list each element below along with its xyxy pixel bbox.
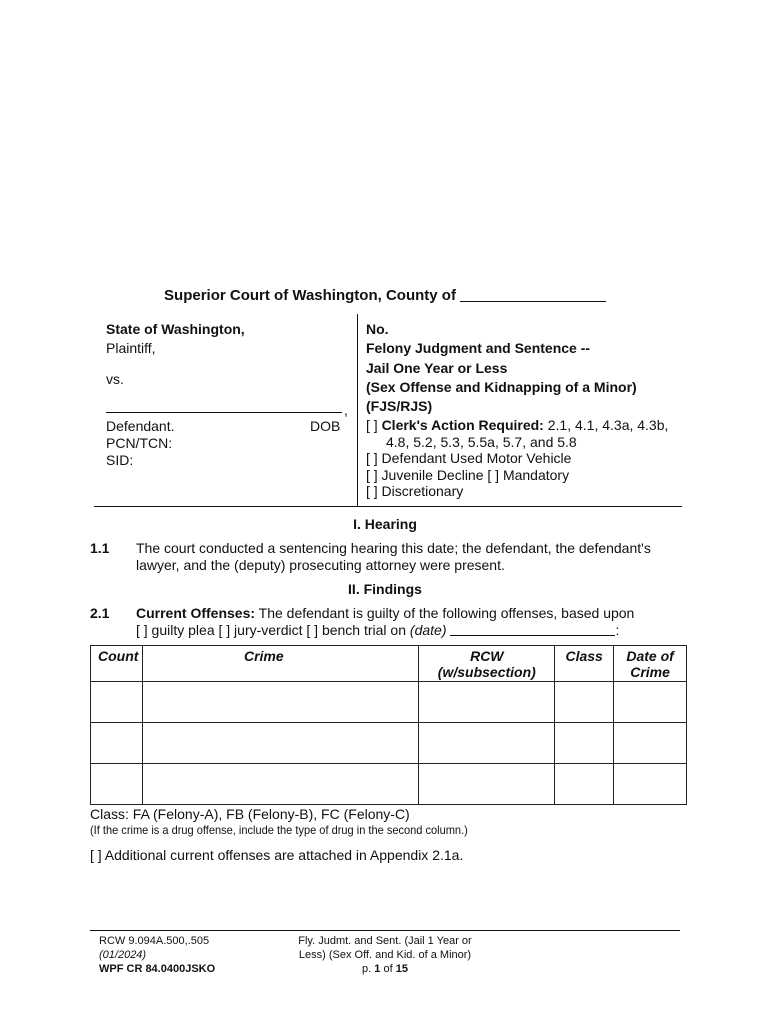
court-title: [0, 287, 770, 304]
table-row: [91, 682, 687, 723]
clerk-action-sections-2: 4.8, 5.2, 5.3, 5.5a, 5.7, and 5.8: [386, 433, 577, 450]
verdict-options[interactable]: [ ] guilty plea [ ] jury-verdict [ ] bench trial on: [136, 621, 407, 638]
doc-title-line-4: (FJS/RJS): [366, 398, 433, 415]
footer-title-1: Fly. Judmt. and Sent. (Jail 1 Year or: [298, 935, 472, 947]
versus: vs.: [106, 371, 124, 387]
footer-left: [99, 934, 215, 976]
header-rcw: RCW (w/subsection): [419, 646, 555, 682]
plaintiff-name: State of Washington,: [106, 321, 245, 337]
footer-center: [280, 934, 490, 976]
class-legend: Class: FA (Felony-A), FB (Felony-B), FC (Felony-C): [90, 806, 410, 822]
sid-label: SID:: [106, 452, 134, 468]
option-discretionary[interactable]: [ ] Discretionary: [366, 483, 464, 500]
cell-date[interactable]: [614, 723, 687, 764]
date-blank-line[interactable]: [450, 623, 615, 636]
current-offenses-label: Current Offenses:: [136, 605, 256, 621]
date-label: (date): [409, 621, 447, 638]
cell-rcw[interactable]: [419, 764, 555, 805]
dob-label: DOB: [310, 418, 341, 434]
page-of: of: [383, 963, 393, 975]
footer-title-2: Less) (Sex Off. and Kid. of a Minor): [298, 949, 472, 961]
para-2-1-number: 2.1: [90, 605, 110, 621]
page-total: 15: [395, 963, 408, 975]
defendant-line-comma: ,: [344, 402, 348, 418]
header-count: Count: [91, 646, 143, 682]
pcn-label: PCN/TCN:: [106, 435, 173, 451]
findings-heading: II. Findings: [348, 581, 422, 597]
cell-crime[interactable]: [142, 682, 418, 723]
hearing-heading: I. Hearing: [353, 516, 417, 532]
table-row: [91, 764, 687, 805]
drug-offense-note: (If the crime is a drug offense, include the type of drug in the second column.): [90, 823, 468, 837]
cell-rcw[interactable]: [419, 723, 555, 764]
page-number: 1: [374, 963, 381, 975]
cell-crime[interactable]: [142, 764, 418, 805]
county-blank-line: [460, 287, 606, 302]
doc-title-line-2: Jail One Year or Less: [366, 359, 508, 376]
header-date-of-crime: Date of Crime: [614, 646, 687, 682]
case-number-label: No.: [366, 321, 389, 337]
caption-divider: [357, 314, 358, 506]
cell-date[interactable]: [614, 682, 687, 723]
defendant-signature-line: [106, 412, 342, 413]
court-title-text: Superior Court of Washington, County of: [164, 287, 456, 304]
header-class: Class: [555, 646, 614, 682]
doc-title-line-1: Felony Judgment and Sentence --: [366, 340, 591, 357]
doc-title-line-3: (Sex Offense and Kidnapping of a Minor): [366, 378, 637, 395]
cell-count[interactable]: [91, 723, 143, 764]
cell-class[interactable]: [555, 682, 614, 723]
clerk-action-checkbox[interactable]: [ ]: [366, 417, 378, 433]
caption-options: [366, 417, 668, 500]
header-crime: Crime: [142, 646, 418, 682]
appendix-note[interactable]: [ ] Additional current offenses are attached in Appendix 2.1a.: [90, 847, 464, 863]
footer-form-id: WPF CR 84.0400JSKO: [99, 963, 216, 975]
para-1-1-number: 1.1: [90, 540, 110, 556]
caption-bottom-rule: [94, 506, 682, 507]
table-header-row: [91, 646, 687, 682]
footer-rule: [90, 930, 680, 931]
option-juvenile-decline[interactable]: [ ] Juvenile Decline [ ] Mandatory: [366, 466, 570, 483]
para-1-1-line-1: The court conducted a sentencing hearing this date; the defendant, the defendant's: [136, 540, 651, 556]
cell-count[interactable]: [91, 682, 143, 723]
page-prefix: p.: [362, 963, 372, 975]
cell-count[interactable]: [91, 764, 143, 805]
footer-date: (01/2024): [99, 949, 147, 961]
plaintiff-role: Plaintiff,: [106, 340, 156, 356]
caption-left: [106, 320, 245, 358]
para-1-1-text: [136, 540, 651, 573]
cell-date[interactable]: [614, 764, 687, 805]
current-offenses-table: [90, 645, 687, 805]
defendant-label: Defendant.: [106, 418, 175, 434]
footer-rcw: RCW 9.094A.500,.505: [99, 935, 210, 947]
caption-right: [366, 320, 637, 416]
para-1-1-line-2: lawyer, and the (deputy) prosecuting attorney were present.: [136, 556, 505, 573]
table-row: [91, 723, 687, 764]
cell-class[interactable]: [555, 764, 614, 805]
cell-class[interactable]: [555, 723, 614, 764]
date-colon: :: [615, 621, 620, 638]
footer-page: [280, 962, 490, 976]
current-offenses-text: The defendant is guilty of the following offenses, based upon: [258, 605, 635, 621]
cell-rcw[interactable]: [419, 682, 555, 723]
para-2-1-text: [136, 605, 634, 638]
cell-crime[interactable]: [142, 723, 418, 764]
clerk-action-sections-1: 2.1, 4.1, 4.3a, 4.3b,: [547, 417, 669, 433]
option-motor-vehicle[interactable]: [ ] Defendant Used Motor Vehicle: [366, 450, 572, 467]
clerk-action-label: Clerk's Action Required:: [381, 417, 544, 433]
